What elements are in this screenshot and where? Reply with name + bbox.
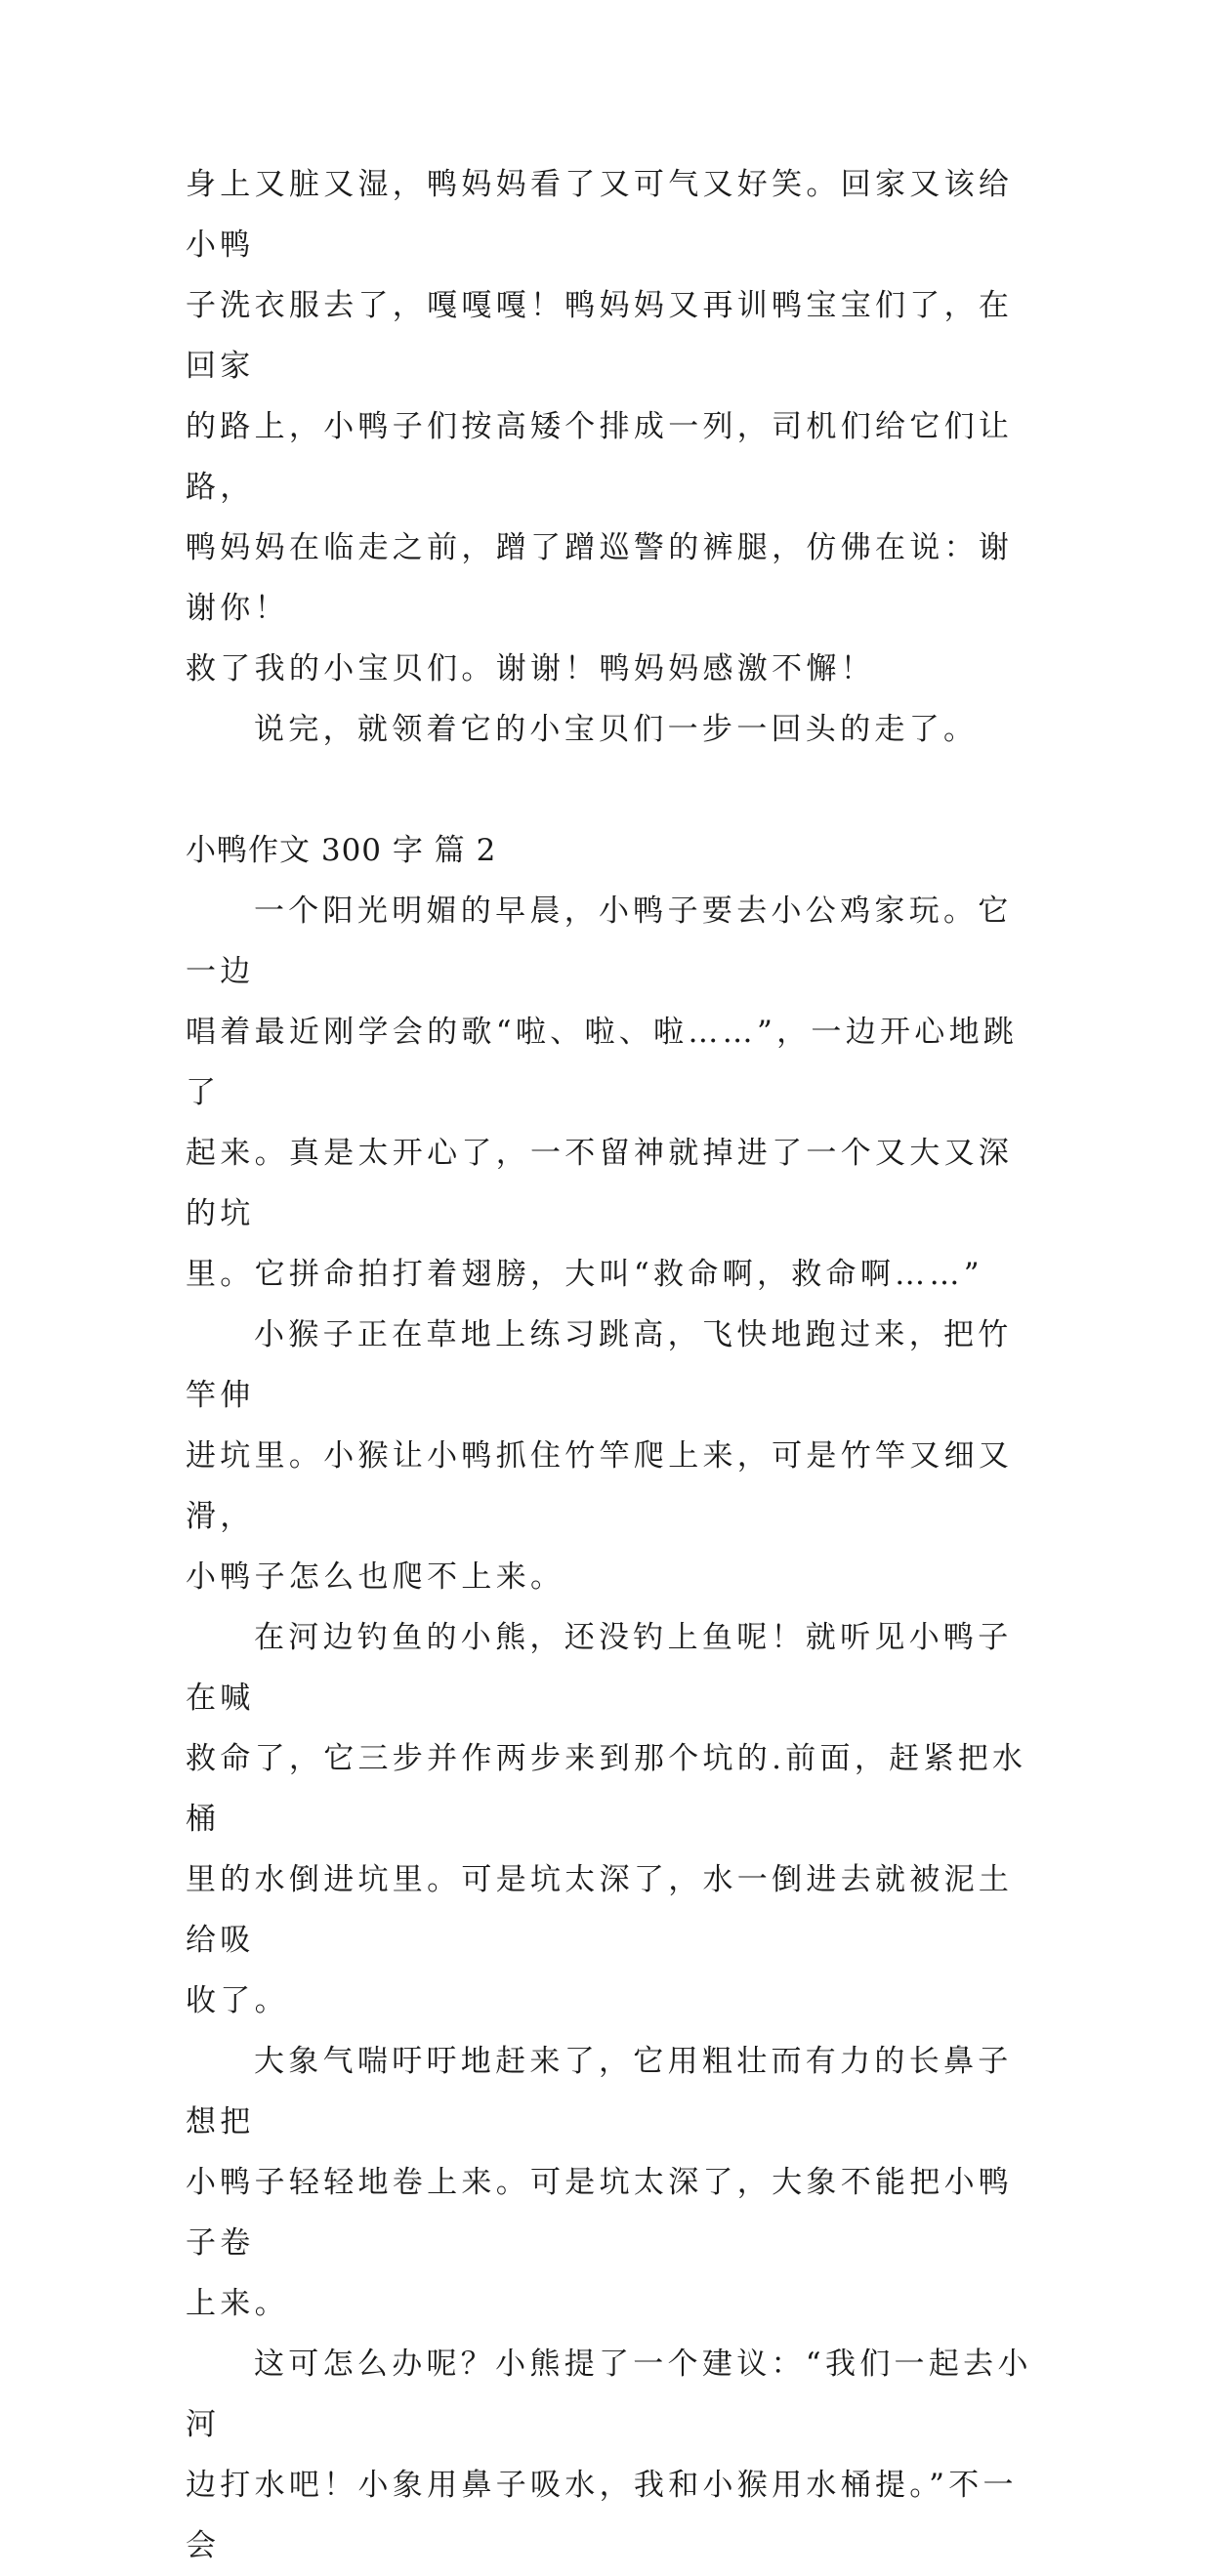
text-line: 救了我的小宝贝们。谢谢！鸭妈妈感激不懈！ xyxy=(186,651,875,686)
document-body xyxy=(186,154,1035,2576)
text-line: 这可怎么办呢？小熊提了一个建议：“我们一起去小河 xyxy=(186,2347,1032,2442)
text-line: 的路上，小鸭子们按高矮个排成一列，司机们给它们让路， xyxy=(186,409,1014,505)
paragraph-2 xyxy=(186,699,1035,760)
text-line: 上来。 xyxy=(186,2286,289,2321)
paragraph-3 xyxy=(186,881,1035,1305)
text-line: 身上又脏又湿，鸭妈妈看了又可气又好笑。回家又该给小鸭 xyxy=(186,167,1014,263)
section-gap xyxy=(186,760,1035,820)
paragraph-7 xyxy=(186,2334,1035,2576)
section-heading: 小鸭作文 300 字 篇 2 xyxy=(186,833,497,868)
paragraph-4 xyxy=(186,1305,1035,1607)
text-line: 里。它拼命拍打着翅膀，大叫“救命啊，救命啊……” xyxy=(186,1257,983,1292)
text-line: 收了。 xyxy=(186,1983,289,2018)
text-line: 唱着最近刚学会的歌“啦、啦、啦……”，一边开心地跳了 xyxy=(186,1015,1019,1110)
text-line: 鸭妈妈在临走之前，蹭了蹭巡警的裤腿，仿佛在说：谢谢你！ xyxy=(186,530,1014,626)
text-line: 子洗衣服去了，嘎嘎嘎！鸭妈妈又再训鸭宝宝们了，在回家 xyxy=(186,288,1014,384)
text-line: 在河边钓鱼的小熊，还没钓上鱼呢！就听见小鸭子在喊 xyxy=(186,1620,1013,1716)
text-line: 大象气喘吁吁地赶来了，它用粗壮而有力的长鼻子想把 xyxy=(186,2044,1013,2140)
text-line: 里的水倒进坑里。可是坑太深了，水一倒进去就被泥土给吸 xyxy=(186,1862,1014,1958)
text-line: 一个阳光明媚的早晨，小鸭子要去小公鸡家玩。它一边 xyxy=(186,893,1013,989)
text-line: 小猴子正在草地上练习跳高，飞快地跑过来，把竹竿伸 xyxy=(186,1317,1013,1413)
text-line: 起来。真是太开心了，一不留神就掉进了一个又大又深的坑 xyxy=(186,1136,1014,1231)
text-line: 边打水吧！小象用鼻子吸水，我和小猴用水桶提。”不一会 xyxy=(186,2468,1018,2563)
paragraph-5 xyxy=(186,1607,1035,2031)
text-line: 说完，就领着它的小宝贝们一步一回头的走了。 xyxy=(254,712,979,747)
paragraph-6 xyxy=(186,2031,1035,2334)
text-line: 小鸭子轻轻地卷上来。可是坑太深了，大象不能把小鸭子卷 xyxy=(186,2165,1014,2261)
text-line: 救命了，它三步并作两步来到那个坑的.前面，赶紧把水桶 xyxy=(186,1741,1027,1837)
paragraph-1 xyxy=(186,154,1035,699)
text-line: 小鸭子怎么也爬不上来。 xyxy=(186,1559,565,1595)
text-line: 进坑里。小猴让小鸭抓住竹竿爬上来，可是竹竿又细又滑， xyxy=(186,1438,1014,1534)
